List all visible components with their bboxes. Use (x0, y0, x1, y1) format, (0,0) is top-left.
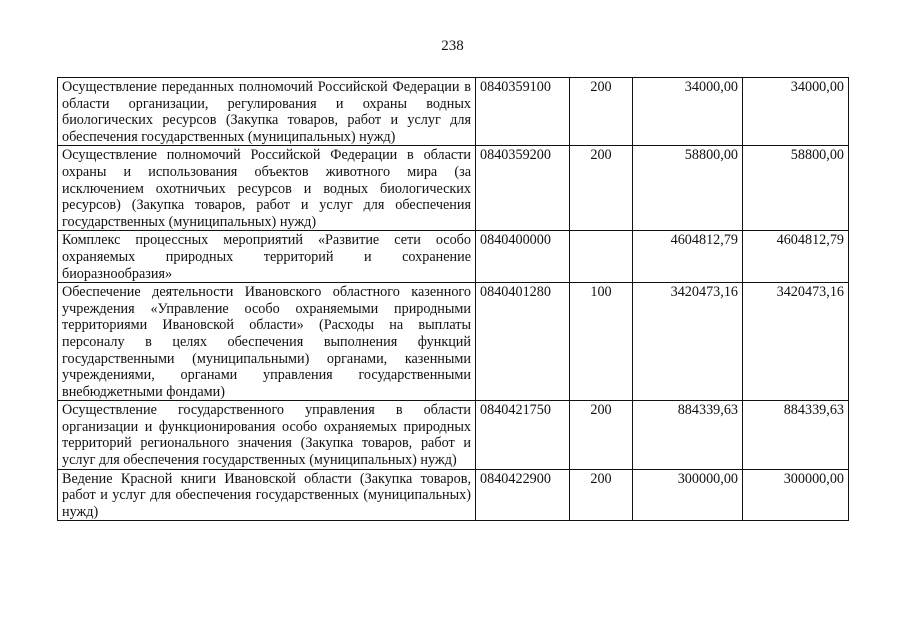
row-amount-2: 34000,00 (743, 78, 849, 146)
row-code: 0840401280 (476, 283, 570, 401)
row-expense-kind: 200 (570, 146, 633, 231)
row-expense-kind: 200 (570, 78, 633, 146)
row-amount-2: 58800,00 (743, 146, 849, 231)
row-expense-kind: 200 (570, 401, 633, 469)
table-row (58, 146, 849, 231)
row-name: Осуществление государственного управления в области организации и функционирования особо охраняемых природных территорий регионального значения (Закупка товаров, работ и услуг для обеспечения государственных (муниципальных) нужд) (58, 401, 476, 469)
table-row (58, 283, 849, 401)
row-expense-kind: 200 (570, 469, 633, 521)
row-amount-1: 4604812,79 (633, 231, 743, 283)
table-row (58, 401, 849, 469)
row-amount-2: 3420473,16 (743, 283, 849, 401)
row-code: 0840400000 (476, 231, 570, 283)
row-amount-1: 3420473,16 (633, 283, 743, 401)
table-row (58, 78, 849, 146)
row-amount-1: 34000,00 (633, 78, 743, 146)
row-expense-kind (570, 231, 633, 283)
row-amount-1: 300000,00 (633, 469, 743, 521)
row-expense-kind: 100 (570, 283, 633, 401)
row-name: Комплекс процессных мероприятий «Развитие сети особо охраняемых природных территорий и сохранение биоразнообразия» (58, 231, 476, 283)
table-row (58, 469, 849, 521)
row-code: 0840359200 (476, 146, 570, 231)
row-code: 0840421750 (476, 401, 570, 469)
row-name: Обеспечение деятельности Ивановского областного казенного учреждения «Управление особо охраняемыми природными территориями Ивановской области» (Расходы на выплаты персоналу в целях обеспечения выполнения функций государственными (муниципальными) органами, казенными учреждениями, органами управления государственными внебюджетными фондами) (58, 283, 476, 401)
page-number: 238 (441, 38, 464, 54)
row-amount-2: 884339,63 (743, 401, 849, 469)
row-amount-2: 4604812,79 (743, 231, 849, 283)
row-name: Осуществление переданных полномочий Российской Федерации в области организации, регулирования и охраны водных биологических ресурсов (Закупка товаров, работ и услуг для обеспечения государственных (муниципальных) нужд) (58, 78, 476, 146)
row-code: 0840359100 (476, 78, 570, 146)
row-amount-1: 884339,63 (633, 401, 743, 469)
row-amount-1: 58800,00 (633, 146, 743, 231)
budget-table (57, 77, 849, 521)
row-name: Ведение Красной книги Ивановской области (Закупка товаров, работ и услуг для обеспечения государственных (муниципальных) нужд) (58, 469, 476, 521)
row-name: Осуществление полномочий Российской Федерации в области охраны и использования объектов животного мира (за исключением охотничьих ресурсов и водных биологических ресурсов) (Закупка товаров, работ и услуг для обеспечения государственных (муниципальных) нужд) (58, 146, 476, 231)
row-amount-2: 300000,00 (743, 469, 849, 521)
table-row (58, 231, 849, 283)
row-code: 0840422900 (476, 469, 570, 521)
